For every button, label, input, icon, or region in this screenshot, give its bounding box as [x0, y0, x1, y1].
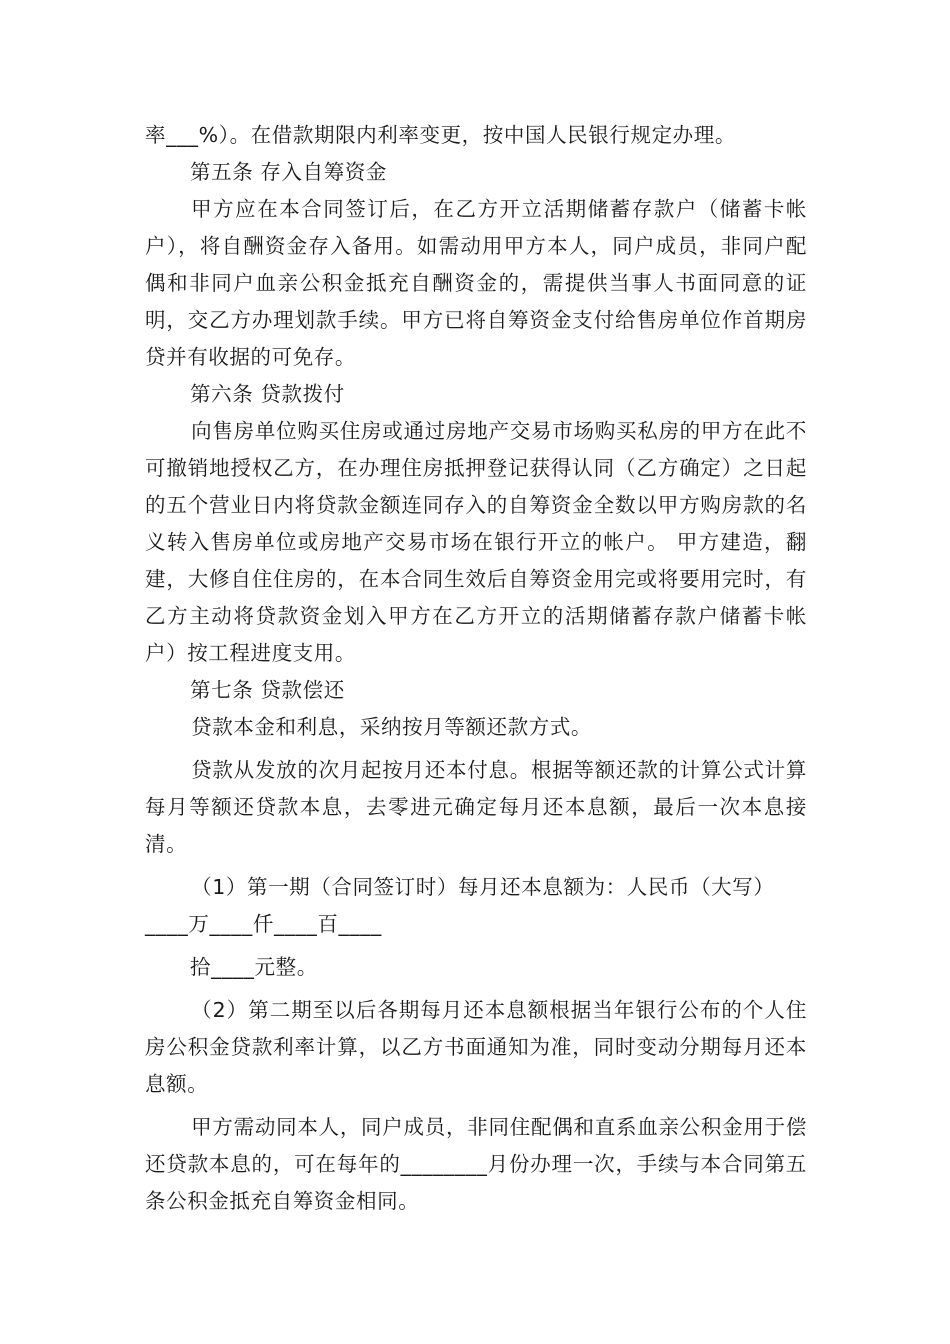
provident-fund-repayment-paragraph: 甲方需动同本人，同户成员，非同住配偶和直系血亲公积金用于偿还贷款本息的，可在每年的________月份办理一次，手续与本合同第五条公积金抵充自筹资金相同。 [145, 1115, 807, 1213]
amount-blanks-line-end: 拾____元整。 [190, 955, 318, 979]
article-5-heading: 第五条 存入自筹资金 [190, 160, 388, 184]
article-7-heading: 第七条 贷款偿还 [190, 678, 345, 702]
repayment-schedule-paragraph: 贷款从发放的次月起按月还本付息。根据等额还款的计算公式计算每月等额还贷款本息，去零进元确定每月还本息额，最后一次本息接清。 [145, 758, 807, 856]
repayment-method-paragraph: 贷款本金和利息，采纳按月等额还款方式。 [191, 715, 593, 739]
paragraph-interest-rate-continuation: 率___%）。在借款期限内利率变更，按中国人民银行规定办理。 [145, 123, 736, 147]
amount-blanks-line: ____万____仟____百____ [145, 912, 382, 936]
document-body [145, 117, 807, 1220]
article-6-paragraph: 向售房单位购买住房或通过房地产交易市场购买私房的甲方在此不可撤销地授权乙方，在办理住房抵押登记获得认同（乙方确定）之日起的五个营业日内将贷款金额连同存入的自筹资金全数以甲方购房款的名义转入售房单位或房地产交易市场在银行开立的帐户。 甲方建造，翻建，大修自住住房的，在本合同生效后自筹资金用完或将要用完时，有乙方主动将贷款资金划入甲方在乙方开立的活期储蓄存款户储蓄卡帐户）按工程进度支用。 [145, 419, 807, 665]
article-5-paragraph: 甲方应在本合同签订后，在乙方开立活期储蓄存款户（储蓄卡帐户），将自酬资金存入备用。如需动用甲方本人，同户成员，非同户配偶和非同户血亲公积金抵充自酬资金的，需提供当事人书面同意的证明，交乙方办理划款手续。甲方已将自筹资金支付给售房单位作首期房贷并有收据的可免存。 [145, 197, 807, 369]
subsequent-period-paragraph: （2）第二期至以后各期每月还本息额根据当年银行公布的个人住房公积金贷款利率计算，以乙方书面通知为准，同时变动分期每月还本息额。 [145, 998, 807, 1096]
first-period-amount-paragraph: （1）第一期（合同签订时）每月还本息额为：人民币（大写） [191, 875, 775, 899]
article-6-heading: 第六条 贷款拨付 [190, 382, 345, 406]
